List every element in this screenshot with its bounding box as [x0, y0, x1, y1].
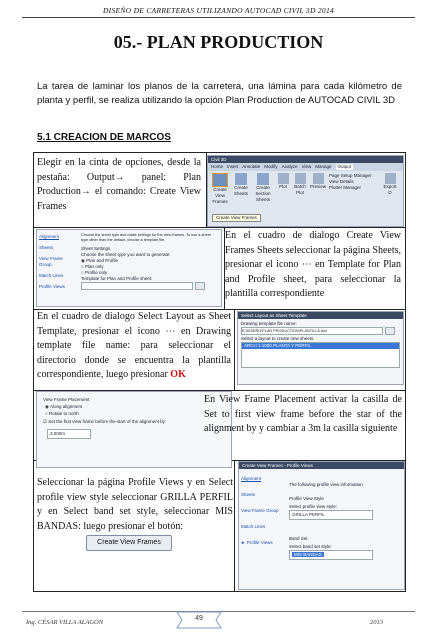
dialog-body: [81, 233, 217, 290]
option-plan-profile[interactable]: ◉ Plan and Profile: [81, 257, 118, 263]
tooltip: Create View Frames: [212, 214, 261, 222]
section-heading: 5.1 CREACION DE MARCOS: [37, 132, 171, 143]
create-section-sheets-tool[interactable]: Create Section Sheets: [253, 173, 273, 205]
section-sheets-icon: [257, 173, 269, 185]
ribbon-tab[interactable]: Manage: [315, 164, 332, 169]
browse-button[interactable]: [195, 282, 205, 290]
ribbon-tab[interactable]: Home: [211, 164, 224, 169]
band-group-title: Band Set: [289, 536, 308, 541]
browse-button[interactable]: [385, 327, 395, 335]
nav-item[interactable]: Match Lines: [39, 273, 64, 278]
settings-prompt: Choose the sheet type you want to generate:: [81, 251, 171, 257]
ribbon-titlebar: Civil 3D: [208, 156, 403, 163]
radio-icon: ○: [45, 411, 49, 416]
radio-selected-icon: ◉: [45, 404, 50, 409]
step4-text: En View Frame Placement activar la casilla de Set to first view frame before the star of the alignment by y cambiar a 3m la casilla siguiente: [204, 394, 402, 434]
profile-info-text: The following profile view information: [289, 482, 363, 487]
step3-text: En el cuadro de dialogo Select Layout as Sheet Template, presionar el icono ⋯ en Drawing template file name: para seleccionar el directorio donde se encuentra la plantilla correspondiente, luego presionar OK: [37, 311, 231, 380]
preview-icon: [313, 173, 324, 184]
arrow-right-icon: ►: [241, 540, 247, 545]
file-row: [238, 327, 403, 335]
ribbon-tab[interactable]: Insert: [227, 164, 239, 169]
dialog-body: [289, 482, 399, 560]
radio-selected-icon: ◉: [81, 257, 87, 263]
sheets-dialog-screenshot: [36, 229, 222, 307]
option-rotate-north[interactable]: ○ Rotate to north: [45, 411, 79, 416]
style-prompt: Select profile view style:: [289, 504, 338, 509]
plot-icon: [278, 173, 289, 184]
profile-views-dialog-screenshot: [238, 461, 405, 590]
sheets-icon: [235, 173, 247, 185]
ribbon-tab[interactable]: View: [301, 164, 312, 169]
layout-list[interactable]: [241, 342, 400, 368]
create-view-frames-button[interactable]: Create View Frames: [86, 535, 172, 551]
running-header: DISEÑO DE CARRETERAS UTILIZANDO AUTOCAD CIVIL 3D 2014: [102, 6, 335, 15]
ribbon-tab-output[interactable]: Output: [337, 164, 352, 169]
layout-dialog-screenshot: [237, 311, 404, 385]
option-profile-only[interactable]: ○ Profile only: [81, 269, 108, 275]
dialog-nav: [39, 234, 75, 290]
batch-plot-icon: [295, 173, 306, 184]
placement-screenshot: [36, 391, 232, 468]
preview-tool[interactable]: Preview: [310, 173, 326, 205]
page-setup-manager[interactable]: Page Setup Manager: [329, 173, 372, 178]
ribbon-tab[interactable]: Analyze: [281, 164, 298, 169]
export-tool[interactable]: Export D: [382, 173, 398, 205]
radio-icon: ○: [81, 269, 85, 275]
nav-item[interactable]: Alignment: [241, 476, 262, 481]
create-sheets-tool[interactable]: Create Sheets: [232, 173, 250, 205]
nav-item[interactable]: ► Profile Views: [241, 540, 273, 545]
dialog-titlebar: Select Layout as Sheet Template: [238, 312, 403, 319]
nav-item[interactable]: Match Lines: [241, 524, 266, 529]
view-frames-icon: [212, 173, 228, 187]
nav-item[interactable]: View Frame Group: [241, 508, 279, 513]
nav-item[interactable]: View Frame Group: [39, 256, 63, 267]
layout-list-label: Select a layout to create new sheets: [241, 336, 314, 341]
footer-year: 2013: [370, 619, 383, 626]
plotter-manager[interactable]: Plotter Manager: [329, 185, 362, 190]
profile-style-select[interactable]: GRILLA PERFIL: [289, 510, 373, 520]
dialog-description: Choose the sheet type and make settings for the view frames. To use a sheet type other than the default, choose a template file.: [81, 233, 211, 242]
nav-item[interactable]: Alignment: [39, 234, 60, 239]
chapter-title: 05.- PLAN PRODUCTION: [113, 32, 324, 52]
page-number: 49: [195, 615, 203, 622]
dialog-titlebar: Create View Frames - Profile Views: [239, 462, 404, 469]
placement-title: View Frame Placement: [43, 397, 90, 402]
export-icon: [385, 173, 396, 184]
file-label: Drawing template file name:: [241, 321, 297, 326]
settings-title: Sheet Settings: [81, 245, 111, 251]
nav-item[interactable]: Sheets: [39, 245, 54, 250]
plot-tool[interactable]: Plot: [276, 173, 290, 205]
step5-text: Seleccionar la página Profile Views y en Select profile view style seleccionar GRILLA PERFIL y en Select band set style, seleccionar MIS BANDAS: luego presionar el botón:: [37, 477, 233, 532]
header-rule: [22, 17, 415, 18]
ribbon-panel: [208, 171, 403, 207]
option-plan-only[interactable]: ○ Plan only: [81, 263, 104, 269]
view-details[interactable]: View Details: [329, 179, 354, 184]
template-row: [81, 282, 217, 290]
step1-text: Elegir en la cinta de opciones, desde la pestaña: Output→ panel: Plan Production→ el comando: Create View Frames: [37, 157, 201, 212]
first-frame-checkbox[interactable]: ☑ Set the first view frame before the start of the alignment by:: [43, 419, 167, 424]
file-path-field[interactable]: E:\DISEÑO\PLAN PRODUCTION\PLANTILLA.dwt: [241, 327, 383, 335]
layout-list-item[interactable]: ARCH 1:1000 PLANTA Y PERFIL: [242, 343, 399, 349]
dialog-nav: [241, 476, 279, 546]
option-along-alignment[interactable]: ◉ Along alignment: [45, 404, 83, 409]
col-divider: [234, 309, 235, 390]
ribbon-screenshot: [207, 155, 404, 227]
template-field[interactable]: [81, 282, 193, 290]
ribbon-tab[interactable]: Modify: [264, 164, 278, 169]
step2-text: En el cuadro de dialogo Create View Frames Sheets seleccionar la página Sheets, presionar el icono ⋯ en Template for Plan and Profile sheet, para seleccionar la plantilla correspondiente: [225, 230, 401, 299]
band-set-select[interactable]: MIS BANDAS: [289, 550, 373, 560]
nav-item[interactable]: Profile Views: [39, 284, 65, 289]
offset-input[interactable]: 3.000m: [47, 429, 91, 439]
col-divider: [234, 460, 235, 591]
create-view-frames-tool[interactable]: Create View Frames: [211, 173, 229, 205]
ribbon-tabs: [208, 163, 403, 171]
checkbox-checked-icon: ☑: [43, 419, 49, 424]
footer-author: Ing. CÉSAR VILLA ALAGON: [26, 619, 104, 626]
row-divider: [34, 227, 405, 228]
batch-plot-tool[interactable]: Batch Plot: [293, 173, 307, 205]
style-group-title: Profile View Style: [289, 496, 324, 501]
ribbon-tab[interactable]: Annotate: [242, 164, 261, 169]
radio-icon: ○: [81, 263, 85, 269]
nav-item[interactable]: Sheets: [241, 492, 256, 497]
band-prompt: Select band set style:: [289, 544, 332, 549]
template-label: Template for Plan and Profile sheet:: [81, 275, 153, 281]
intro-paragraph: La tarea de laminar los planos de la carretera, una lámina para cada kilómetro de planta y perfil, se realiza utilizando la opción Plan Production de AUTOCAD CIVIL 3D: [37, 81, 402, 106]
ok-highlight: OK: [170, 369, 186, 380]
output-menu: [329, 173, 379, 205]
